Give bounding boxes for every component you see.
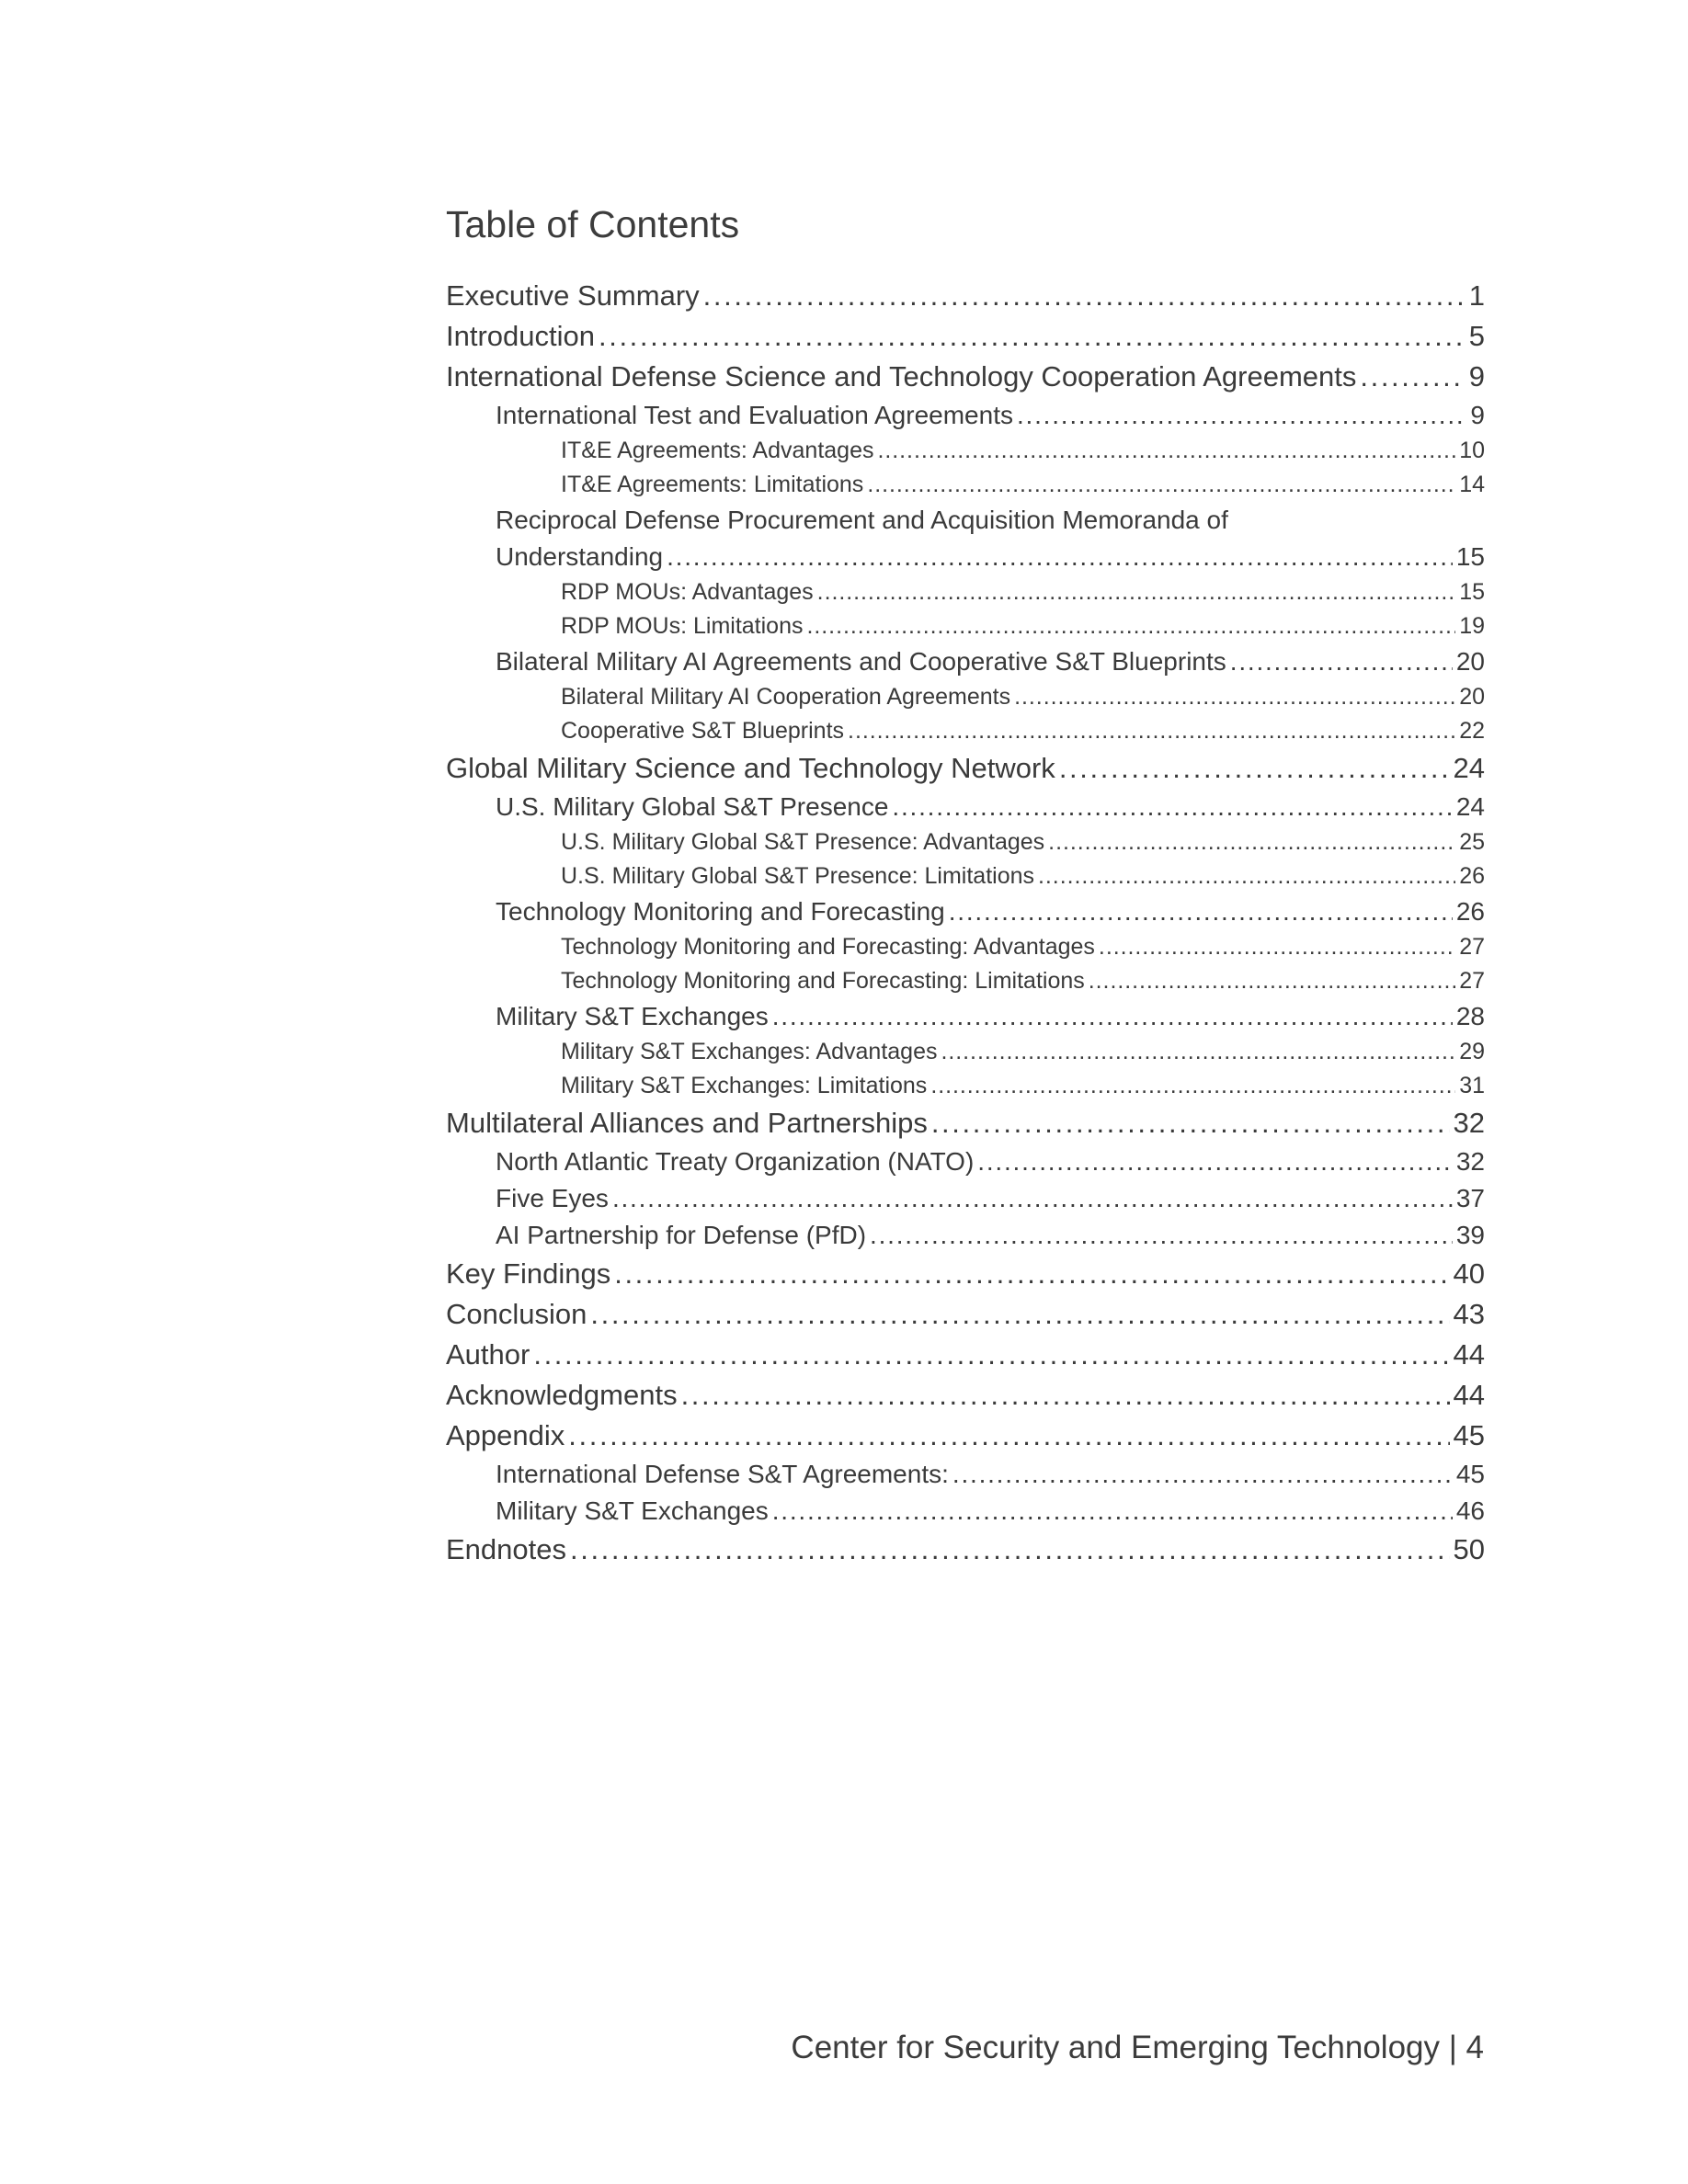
- toc-entry-page-number: 32: [1453, 1107, 1485, 1139]
- toc-entry-label: Multilateral Alliances and Partnerships: [446, 1107, 928, 1139]
- toc-entry[interactable]: [446, 680, 1485, 714]
- page-footer: Center for Security and Emerging Technology | 4: [791, 2030, 1484, 2065]
- table-of-contents: [446, 276, 1485, 1570]
- toc-entry-page-number: 22: [1459, 718, 1485, 744]
- toc-entry-label: Bilateral Military AI Agreements and Cooperative S&T Blueprints: [496, 647, 1226, 676]
- toc-entry[interactable]: [446, 1294, 1485, 1335]
- toc-entry[interactable]: [446, 357, 1485, 397]
- toc-entry-label: IT&E Agreements: Advantages: [561, 438, 874, 463]
- toc-entry-page-number: 40: [1453, 1257, 1485, 1290]
- dot-leader: [817, 575, 1456, 609]
- toc-entry-label: Acknowledgments: [446, 1379, 678, 1411]
- toc-entry-page-number: 24: [1453, 752, 1485, 784]
- dot-leader: [931, 1103, 1450, 1143]
- toc-entry-page-number: 31: [1459, 1073, 1485, 1098]
- toc-entry-label: Bilateral Military AI Cooperation Agreements: [561, 684, 1011, 710]
- toc-entry[interactable]: [446, 609, 1485, 643]
- toc-entry-label: RDP MOUs: Limitations: [561, 613, 804, 639]
- toc-entry-page-number: 29: [1459, 1039, 1485, 1064]
- toc-entry-label: Technology Monitoring and Forecasting: Advantages: [561, 934, 1095, 960]
- toc-entry[interactable]: [446, 1180, 1485, 1217]
- toc-entry[interactable]: [446, 643, 1485, 680]
- toc-entry-label: Key Findings: [446, 1257, 611, 1290]
- dot-leader: [892, 789, 1452, 825]
- toc-entry-page-number: 44: [1453, 1379, 1485, 1411]
- toc-entry[interactable]: [446, 1254, 1485, 1294]
- toc-entry-label: Appendix: [446, 1419, 565, 1451]
- toc-entry[interactable]: [446, 714, 1485, 748]
- toc-entry[interactable]: [446, 1069, 1485, 1103]
- dot-leader: [599, 316, 1466, 357]
- toc-entry[interactable]: [446, 316, 1485, 357]
- toc-entry[interactable]: [446, 1456, 1485, 1493]
- toc-entry-page-number: 37: [1455, 1184, 1485, 1212]
- dot-leader: [614, 1254, 1449, 1294]
- toc-entry[interactable]: [446, 539, 1485, 575]
- dot-leader: [590, 1294, 1449, 1335]
- dot-leader: [681, 1375, 1450, 1416]
- dot-leader: [870, 1217, 1453, 1254]
- toc-entry-page-number: 46: [1455, 1496, 1485, 1525]
- toc-entry[interactable]: [446, 1335, 1485, 1375]
- toc-entry-label: North Atlantic Treaty Organization (NATO): [496, 1147, 975, 1176]
- toc-entry[interactable]: [446, 1143, 1485, 1180]
- dot-leader: [977, 1143, 1453, 1180]
- dot-leader: [941, 1035, 1455, 1069]
- dot-leader: [930, 1069, 1455, 1103]
- toc-entry-label: Military S&T Exchanges: Advantages: [561, 1039, 938, 1064]
- toc-entry[interactable]: [446, 964, 1485, 998]
- toc-entry-page-number: 27: [1459, 968, 1485, 994]
- toc-entry[interactable]: [446, 859, 1485, 893]
- toc-entry-label: Conclusion: [446, 1298, 587, 1330]
- toc-entry-page-number: 19: [1459, 613, 1485, 639]
- toc-entry-label: Technology Monitoring and Forecasting: Limitations: [561, 968, 1085, 994]
- toc-entry-label: Introduction: [446, 320, 595, 352]
- dot-leader: [1230, 643, 1453, 680]
- dot-leader: [1014, 680, 1455, 714]
- toc-entry-label: Executive Summary: [446, 279, 700, 312]
- dot-leader: [848, 714, 1455, 748]
- toc-entry[interactable]: [446, 434, 1485, 468]
- toc-entry-page-number: 28: [1455, 1002, 1485, 1030]
- toc-entry-page-number: 20: [1455, 647, 1485, 676]
- toc-entry-label: Military S&T Exchanges: Limitations: [561, 1073, 928, 1098]
- dot-leader: [1048, 825, 1455, 859]
- toc-entry[interactable]: [446, 1530, 1485, 1570]
- dot-leader: [1360, 357, 1465, 397]
- toc-entry-label: Military S&T Exchanges: [496, 1002, 769, 1030]
- toc-entry-label: U.S. Military Global S&T Presence: Advantages: [561, 829, 1045, 855]
- dot-leader: [952, 1456, 1453, 1493]
- toc-entry-page-number: 9: [1470, 401, 1485, 429]
- dot-leader: [1089, 964, 1455, 998]
- toc-entry[interactable]: [446, 1375, 1485, 1416]
- toc-entry-label: Five Eyes: [496, 1184, 609, 1212]
- toc-entry-label: Understanding: [496, 542, 664, 571]
- toc-entry-label: Military S&T Exchanges: [496, 1496, 769, 1525]
- dot-leader: [667, 539, 1453, 575]
- toc-entry[interactable]: [446, 468, 1485, 502]
- dot-leader: [877, 434, 1455, 468]
- dot-leader: [1038, 859, 1455, 893]
- toc-entry[interactable]: [446, 397, 1485, 434]
- toc-entry-page-number: 24: [1455, 792, 1485, 821]
- dot-leader: [772, 998, 1453, 1035]
- dot-leader: [533, 1335, 1449, 1375]
- toc-entry-page-number: 15: [1459, 579, 1485, 605]
- toc-entry-page-number: 45: [1453, 1419, 1485, 1451]
- page-title: Table of Contents: [446, 203, 740, 245]
- toc-entry-label: IT&E Agreements: Limitations: [561, 472, 864, 497]
- dot-leader: [1017, 397, 1466, 434]
- toc-entry-page-number: 39: [1455, 1221, 1485, 1249]
- toc-entry[interactable]: [446, 1217, 1485, 1254]
- toc-entry-page-number: 43: [1453, 1298, 1485, 1330]
- toc-entry-label: U.S. Military Global S&T Presence: [496, 792, 889, 821]
- toc-entry-page-number: 32: [1455, 1147, 1485, 1176]
- toc-entry[interactable]: [446, 893, 1485, 930]
- toc-entry-page-number: 5: [1468, 320, 1485, 352]
- toc-entry-page-number: 26: [1459, 863, 1485, 889]
- dot-leader: [867, 468, 1455, 502]
- toc-entry[interactable]: [446, 930, 1485, 964]
- toc-entry-page-number: 9: [1468, 360, 1485, 392]
- dot-leader: [949, 893, 1453, 930]
- dot-leader: [807, 609, 1456, 643]
- dot-leader: [772, 1493, 1453, 1530]
- toc-entry-label: U.S. Military Global S&T Presence: Limitations: [561, 863, 1035, 889]
- toc-entry[interactable]: [446, 1035, 1485, 1069]
- toc-entry-label: Technology Monitoring and Forecasting: [496, 897, 945, 926]
- toc-entry[interactable]: [446, 789, 1485, 825]
- toc-entry[interactable]: [446, 1493, 1485, 1530]
- dot-leader: [1099, 930, 1455, 964]
- toc-entry-page-number: 20: [1459, 684, 1485, 710]
- toc-entry-label: RDP MOUs: Advantages: [561, 579, 814, 605]
- dot-leader: [570, 1530, 1450, 1570]
- toc-entry-page-number: 14: [1459, 472, 1485, 497]
- dot-leader: [703, 276, 1466, 316]
- toc-entry-page-number: 27: [1459, 934, 1485, 960]
- dot-leader: [568, 1416, 1449, 1456]
- toc-entry-page-number: 50: [1453, 1533, 1485, 1565]
- dot-leader: [612, 1180, 1453, 1217]
- toc-entry[interactable]: [446, 998, 1485, 1035]
- toc-entry-label: Global Military Science and Technology Network: [446, 752, 1055, 784]
- toc-entry-page-number: 45: [1455, 1460, 1485, 1488]
- toc-entry-label: Endnotes: [446, 1533, 566, 1565]
- toc-entry[interactable]: [446, 575, 1485, 609]
- toc-entry-label-line: Reciprocal Defense Procurement and Acquisition Memoranda of: [496, 506, 1228, 534]
- toc-entry-label: International Test and Evaluation Agreements: [496, 401, 1013, 429]
- toc-entry[interactable]: [446, 825, 1485, 859]
- toc-entry-page-number: 1: [1468, 279, 1485, 312]
- toc-entry-label: AI Partnership for Defense (PfD): [496, 1221, 867, 1249]
- toc-entry-page-number: 26: [1455, 897, 1485, 926]
- toc-entry-page-number: 25: [1459, 829, 1485, 855]
- toc-entry-label: International Defense S&T Agreements:: [496, 1460, 949, 1488]
- toc-entry[interactable]: [446, 748, 1485, 789]
- toc-entry-page-number: 10: [1459, 438, 1485, 463]
- toc-entry[interactable]: [446, 1103, 1485, 1143]
- toc-entry-label: Author: [446, 1338, 530, 1371]
- toc-entry-label: Cooperative S&T Blueprints: [561, 718, 845, 744]
- toc-entry[interactable]: [446, 1416, 1485, 1456]
- toc-entry-page-number: 44: [1453, 1338, 1485, 1371]
- toc-entry-page-number: 15: [1455, 542, 1485, 571]
- toc-entry[interactable]: [446, 276, 1485, 316]
- dot-leader: [1059, 748, 1450, 789]
- toc-entry-label: International Defense Science and Technology Cooperation Agreements: [446, 360, 1357, 392]
